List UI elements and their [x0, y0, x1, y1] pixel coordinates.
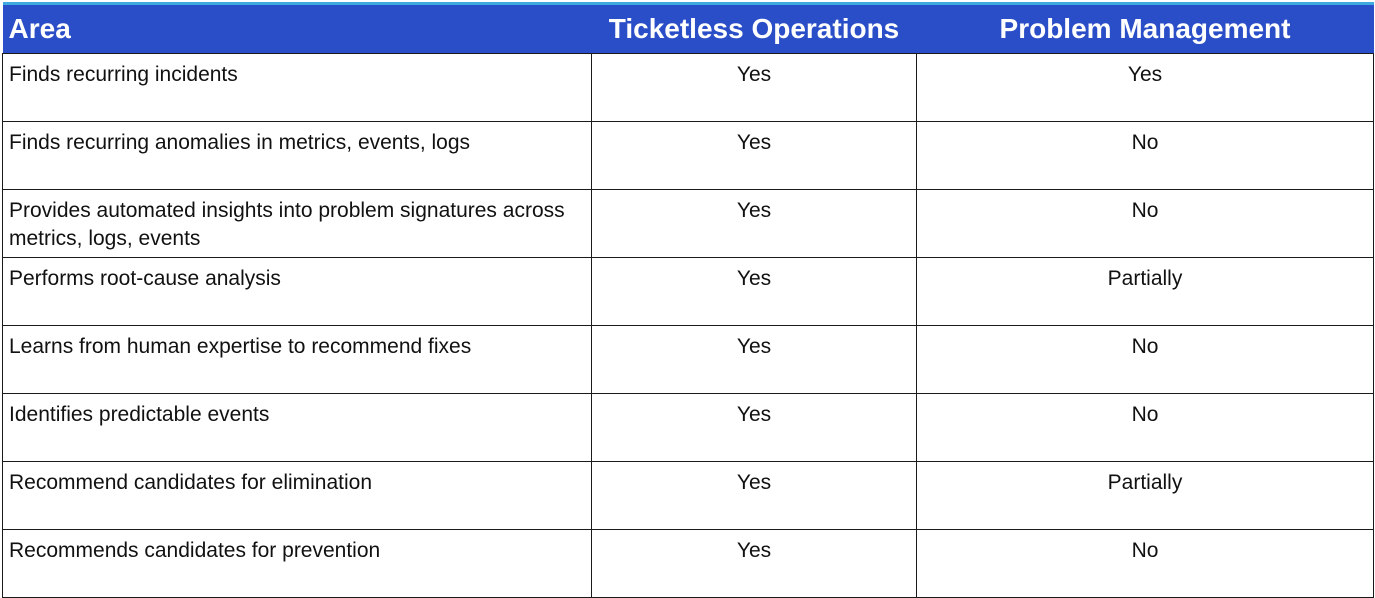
area-cell: Learns from human expertise to recommend fixes	[3, 326, 592, 394]
table-row	[3, 54, 1374, 122]
ticketless-cell: Yes	[592, 462, 917, 530]
problem-cell: No	[917, 326, 1374, 394]
table-row	[3, 258, 1374, 326]
area-cell: Provides automated insights into problem signatures across metrics, logs, events	[3, 190, 592, 258]
table-row	[3, 326, 1374, 394]
ticketless-cell: Yes	[592, 258, 917, 326]
problem-cell: No	[917, 122, 1374, 190]
table-header	[3, 4, 1374, 54]
area-cell: Finds recurring anomalies in metrics, events, logs	[3, 122, 592, 190]
problem-cell: Partially	[917, 462, 1374, 530]
ticketless-cell: Yes	[592, 394, 917, 462]
ticketless-cell: Yes	[592, 530, 917, 598]
area-cell: Recommend candidates for elimination	[3, 462, 592, 530]
table-row	[3, 530, 1374, 598]
table-row	[3, 190, 1374, 258]
table-row	[3, 462, 1374, 530]
ticketless-cell: Yes	[592, 190, 917, 258]
ticketless-cell: Yes	[592, 54, 917, 122]
table-body	[3, 54, 1374, 598]
problem-cell: No	[917, 394, 1374, 462]
table-row	[3, 122, 1374, 190]
problem-cell: Partially	[917, 258, 1374, 326]
table-row	[3, 394, 1374, 462]
ticketless-cell: Yes	[592, 122, 917, 190]
header-ticketless-operations: Ticketless Operations	[592, 4, 917, 54]
header-area: Area	[3, 4, 592, 54]
problem-cell: No	[917, 190, 1374, 258]
comparison-table-container	[2, 2, 1373, 596]
area-cell: Identifies predictable events	[3, 394, 592, 462]
comparison-table	[2, 2, 1374, 598]
ticketless-cell: Yes	[592, 326, 917, 394]
problem-cell: No	[917, 530, 1374, 598]
area-cell: Performs root-cause analysis	[3, 258, 592, 326]
header-row	[3, 4, 1374, 54]
header-problem-management: Problem Management	[917, 4, 1374, 54]
area-cell: Finds recurring incidents	[3, 54, 592, 122]
area-cell: Recommends candidates for prevention	[3, 530, 592, 598]
problem-cell: Yes	[917, 54, 1374, 122]
